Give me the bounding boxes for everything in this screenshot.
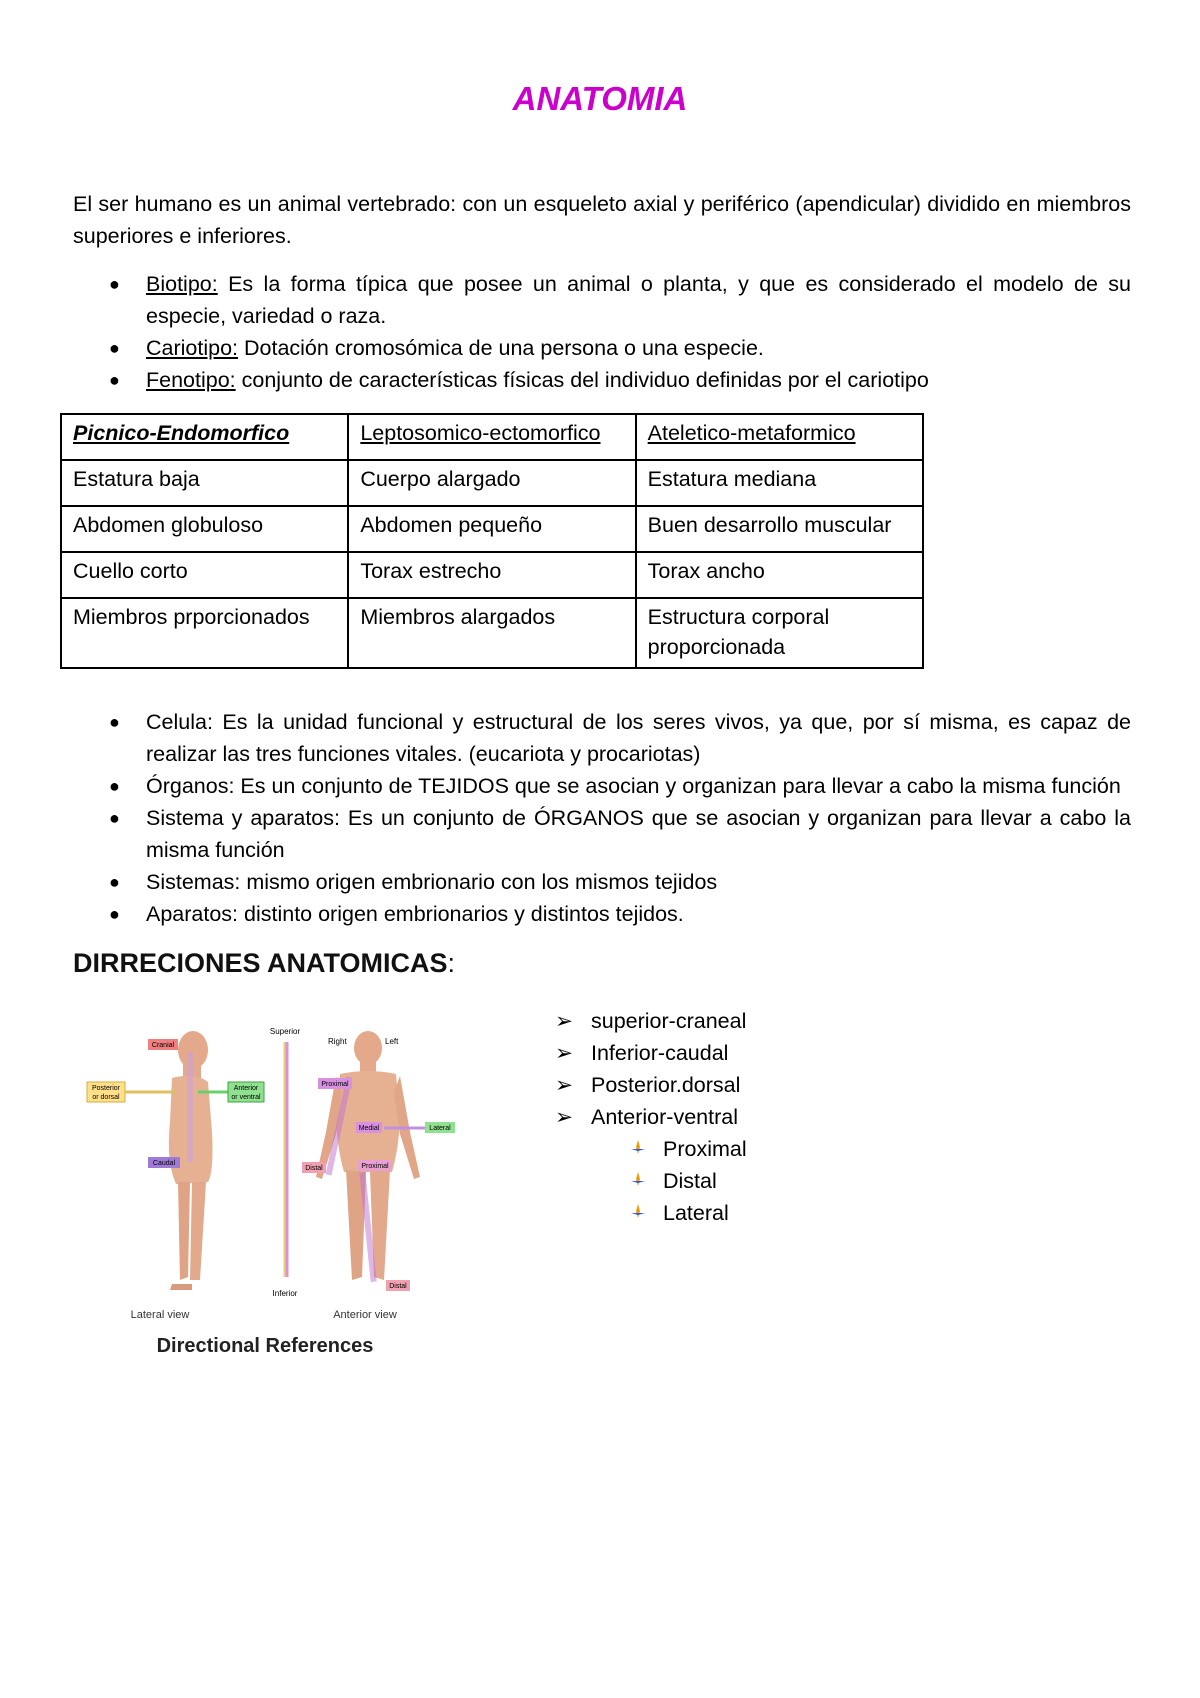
superior-label: Superior	[269, 1027, 301, 1036]
list-item	[73, 268, 1131, 332]
diamond-bullet-icon	[629, 1197, 647, 1229]
table-cell: Cuello corto	[61, 552, 348, 598]
table-cell: Abdomen pequeño	[348, 506, 635, 552]
list-item: ➢ superior-craneal	[555, 1005, 747, 1037]
table-header-cell: Ateletico-metaformico	[636, 414, 923, 460]
inferior-label: Inferior	[272, 1289, 298, 1298]
posterior-label: Posterior	[91, 1085, 121, 1092]
arrowhead-bullet-icon: ➢	[555, 1009, 574, 1033]
list-item	[73, 898, 1131, 930]
list-item-text: Celula: Es la unidad funcional y estructural de los seres vivos, ya que, por sí misma, es capaz de realizar las tres funciones vitales. (eucariota y procariotas)	[146, 710, 1131, 766]
figure-caption: Directional References	[156, 1335, 374, 1357]
list-item	[73, 866, 1131, 898]
directions-list	[555, 1005, 747, 1229]
table-row	[61, 460, 923, 506]
body-types-table	[60, 413, 924, 669]
distal-foot-label: Distal	[389, 1283, 407, 1290]
list-item	[73, 332, 1131, 364]
definition-text: Es la forma típica que posee un animal o planta, y que es considerado el modelo de su especie, variedad o raza.	[146, 272, 1131, 328]
arrowhead-bullet-icon: ➢	[555, 1105, 574, 1129]
table-cell: Buen desarrollo muscular	[636, 506, 923, 552]
arrowhead-bullet-icon: ➢	[555, 1041, 574, 1065]
medial-label: Medial	[358, 1125, 380, 1132]
caudal-label: Caudal	[152, 1160, 176, 1167]
table-row	[61, 598, 923, 668]
bullet-icon: ●	[109, 872, 120, 892]
lateral-view-label: Lateral view	[130, 1309, 190, 1321]
definition-term: Biotipo:	[146, 272, 218, 296]
list-item: ➢ Inferior-caudal	[555, 1037, 747, 1069]
table-header-row	[61, 414, 923, 460]
table-cell: Abdomen globuloso	[61, 506, 348, 552]
posterior-label-2: or dorsal	[92, 1094, 120, 1101]
list-item	[73, 802, 1131, 866]
bullet-icon: ●	[109, 712, 120, 732]
anterior-label-2: or ventral	[231, 1094, 261, 1101]
lateral-label: Lateral	[429, 1125, 451, 1132]
definitions-list	[73, 268, 1131, 396]
arrowhead-bullet-icon: ➢	[555, 1073, 574, 1097]
table-row	[61, 552, 923, 598]
anterior-label: Anterior	[233, 1085, 259, 1092]
anterior-body-illustration	[316, 1031, 420, 1282]
bullet-icon: ●	[109, 776, 120, 796]
table-cell: Torax estrecho	[348, 552, 635, 598]
list-item	[73, 706, 1131, 770]
concepts-list	[73, 706, 1131, 930]
definition-text: conjunto de características físicas del individuo definidas por el cariotipo	[235, 368, 929, 392]
proximal-top-label: Proximal	[321, 1081, 349, 1088]
list-item: ➢ Anterior-ventral	[555, 1101, 747, 1133]
list-item-text: Sistema y aparatos: Es un conjunto de ÓRGANOS que se asocian y organizan para llevar a cabo la misma función	[146, 806, 1131, 862]
cranial-label: Cranial	[151, 1042, 175, 1049]
table-cell: Miembros alargados	[348, 598, 635, 668]
diamond-bullet-icon	[629, 1133, 647, 1165]
bullet-icon: ●	[109, 338, 120, 358]
intro-paragraph: El ser humano es un animal vertebrado: con un esqueleto axial y periférico (apendicular) dividido en miembros superiores e inferiores.	[73, 192, 1131, 248]
definition-term: Fenotipo:	[146, 368, 236, 392]
list-item-text: Aparatos: distinto origen embrionarios y distintos tejidos.	[146, 902, 684, 926]
table-cell: Cuerpo alargado	[348, 460, 635, 506]
anterior-view-label: Anterior view	[333, 1309, 397, 1321]
bullet-icon: ●	[109, 904, 120, 924]
table-header-cell: Leptosomico-ectomorfico	[348, 414, 635, 460]
proximal-mid-label: Proximal	[361, 1163, 389, 1170]
definition-text: Dotación cromosómica de una persona o una especie.	[238, 336, 764, 360]
list-item: Distal	[555, 1165, 747, 1197]
list-item: Proximal	[555, 1133, 747, 1165]
list-item	[73, 364, 1131, 396]
bullet-icon: ●	[109, 808, 120, 828]
list-item-text: Sistemas: mismo origen embrionario con los mismos tejidos	[146, 870, 718, 894]
table-cell: Estatura mediana	[636, 460, 923, 506]
section-heading: DIRRECIONES ANATOMICAS:	[73, 948, 456, 978]
table-cell: Estatura baja	[61, 460, 348, 506]
list-item: Lateral	[555, 1197, 747, 1229]
list-item: ➢ Posterior.dorsal	[555, 1069, 747, 1101]
table-cell: Estructura corporal proporcionada	[636, 598, 923, 668]
bullet-icon: ●	[109, 370, 120, 390]
list-item-text: Órganos: Es un conjunto de TEJIDOS que se asocian y organizan para llevar a cabo la misma función	[146, 774, 1121, 798]
distal-hand-label: Distal	[305, 1165, 323, 1172]
page-title: ANATOMIA	[512, 80, 688, 117]
bullet-icon: ●	[109, 274, 120, 294]
directional-references-figure	[80, 1012, 510, 1372]
left-label: Left	[385, 1037, 399, 1046]
table-header-cell: Picnico-Endomorfico	[61, 414, 348, 460]
diamond-bullet-icon	[629, 1165, 647, 1197]
table-cell: Miembros prporcionados	[61, 598, 348, 668]
list-item	[73, 770, 1131, 802]
right-label: Right	[328, 1037, 347, 1046]
table-cell: Torax ancho	[636, 552, 923, 598]
definition-term: Cariotipo:	[146, 336, 239, 360]
table-row	[61, 506, 923, 552]
